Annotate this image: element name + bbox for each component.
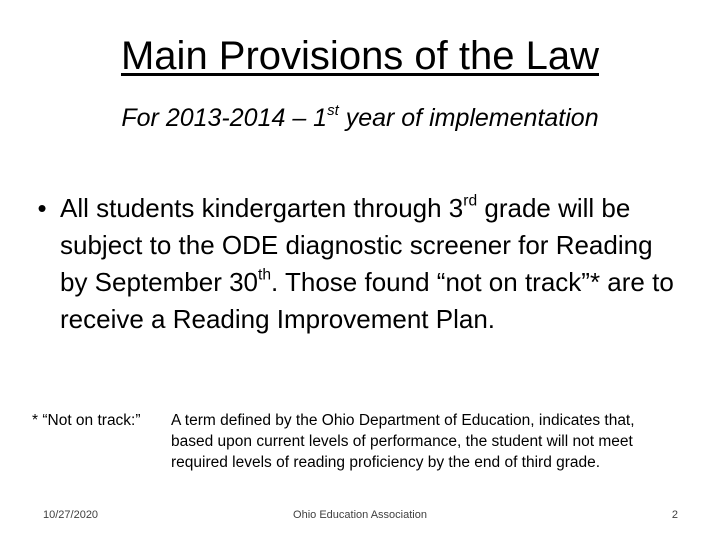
subtitle-text-end: year of implementation	[338, 104, 599, 132]
slide-subtitle	[0, 100, 720, 136]
footer-page-number: 2	[671, 509, 678, 521]
bullet-ordinal-th: th	[258, 266, 272, 284]
subtitle-ordinal-suffix: st	[327, 101, 339, 119]
footer-date: 10/27/2020	[43, 509, 99, 521]
slide-title: Main Provisions of the Law	[120, 34, 599, 78]
bullet-text-part1: All students kindergarten through 3	[60, 193, 464, 223]
bullet-marker: •	[37, 193, 47, 223]
footnote-label: * “Not on track:”	[32, 412, 141, 429]
bullet-ordinal-rd: rd	[463, 192, 478, 210]
footnote-text: A term defined by the Ohio Department of Education, indicates that, based upon current levels of performance, the student will not meet required levels of reading proficiency by the end of third grade.	[171, 412, 635, 471]
bullet-text-part2: grade will be subject to the ODE diagnostic screener for Reading by September 30	[60, 193, 653, 297]
bullet-item	[32, 190, 687, 338]
bullet-text-part3: . Those found “not on track”* are to receive a Reading Improvement Plan.	[60, 267, 674, 334]
footer-organization: Ohio Education Association	[293, 509, 427, 521]
subtitle-text-start: For 2013-2014 – 1	[121, 104, 328, 132]
